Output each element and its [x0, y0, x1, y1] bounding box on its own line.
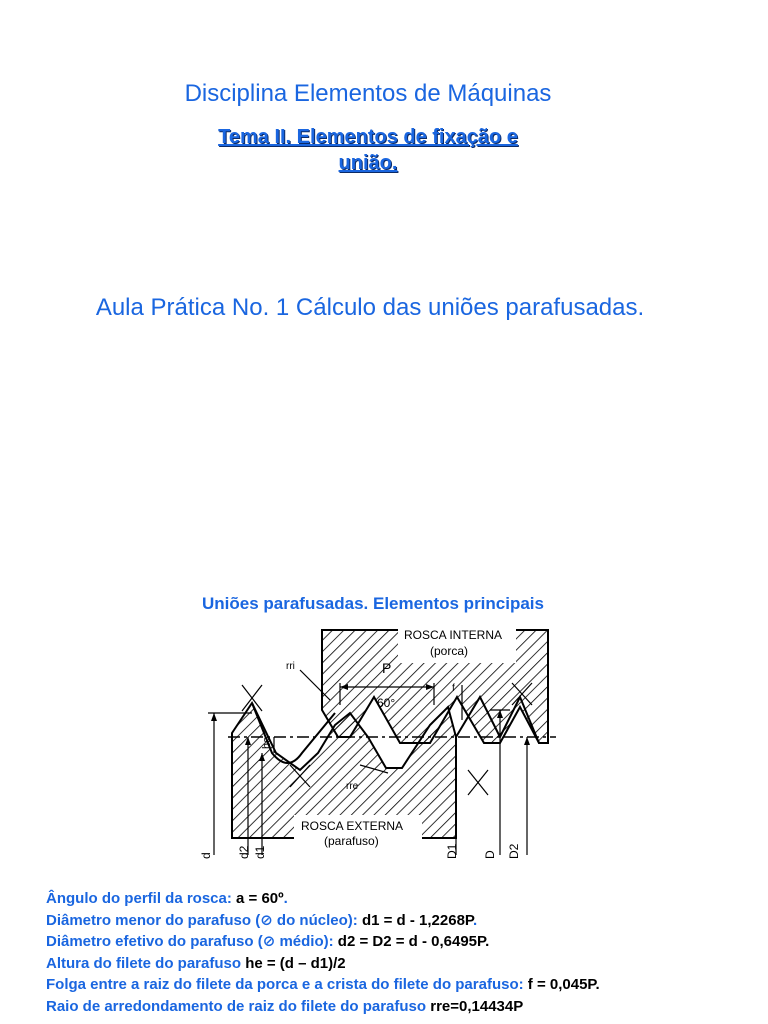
- formula-tail: .: [283, 890, 288, 907]
- formula-value: d2 = D2 = d - 0,6495P.: [337, 933, 490, 950]
- label-D1-upper: D1: [445, 843, 459, 859]
- label-pitch: P: [382, 660, 392, 676]
- formula-label: Altura do filete do parafuso: [46, 954, 242, 972]
- subtitle-line-2: união.: [338, 152, 398, 174]
- formula-label: Ângulo do perfil da rosca:: [46, 890, 232, 907]
- label-porca: (porca): [430, 644, 469, 658]
- formula-line: [46, 996, 766, 1018]
- thread-profile-diagram: [190, 625, 565, 865]
- subtitle-line-1: Tema II. Elementos de fixação e: [218, 126, 518, 148]
- formula-line: [46, 888, 766, 910]
- label-rre: rre: [346, 781, 359, 792]
- formula-value: rre=0,14434P: [430, 997, 524, 1015]
- label-rosca-externa: ROSCA EXTERNA: [301, 819, 404, 833]
- formula-label: Folga entre a raiz do filete da porca e a crista do filete do parafuso:: [46, 976, 524, 993]
- formula-label: Diâmetro efetivo do parafuso (⊘ médio):: [46, 933, 334, 950]
- formula-line: [46, 910, 766, 932]
- lesson-title: Aula Prática No. 1 Cálculo das uniões parafusadas.: [95, 294, 645, 321]
- formula-value: a = 60º: [236, 890, 284, 907]
- formula-label: Raio de arredondamento de raiz do filete do parafuso: [46, 997, 427, 1015]
- label-d2: d2: [237, 845, 251, 859]
- formula-label: Diâmetro menor do parafuso (⊘ do núcleo):: [46, 911, 358, 929]
- formula-list: [46, 888, 766, 1017]
- label-D-upper: D: [483, 850, 497, 859]
- label-f: f: [452, 683, 455, 694]
- label-d1: d1: [253, 845, 267, 859]
- formula-line: [46, 953, 766, 975]
- formula-tail: .: [472, 911, 478, 929]
- formula-value: f = 0,045P.: [527, 976, 600, 993]
- figure-caption: Uniões parafusadas. Elementos principais: [201, 594, 544, 613]
- label-angle: 60°: [377, 696, 396, 710]
- label-d: d: [199, 852, 213, 859]
- document-title: Disciplina Elementos de Máquinas: [184, 80, 552, 107]
- label-rri: rri: [286, 661, 295, 672]
- label-parafuso: (parafuso): [324, 834, 379, 848]
- formula-line: [46, 931, 766, 953]
- label-he: he: [261, 736, 273, 749]
- label-D2-upper: D2: [507, 843, 521, 859]
- formula-value: he = (d – d1)/2: [245, 954, 346, 972]
- formula-value: d1 = d - 1,2268P: [361, 911, 473, 929]
- label-rosca-interna: ROSCA INTERNA: [404, 628, 503, 642]
- formula-line: [46, 974, 766, 996]
- topic-subtitle: [150, 124, 586, 176]
